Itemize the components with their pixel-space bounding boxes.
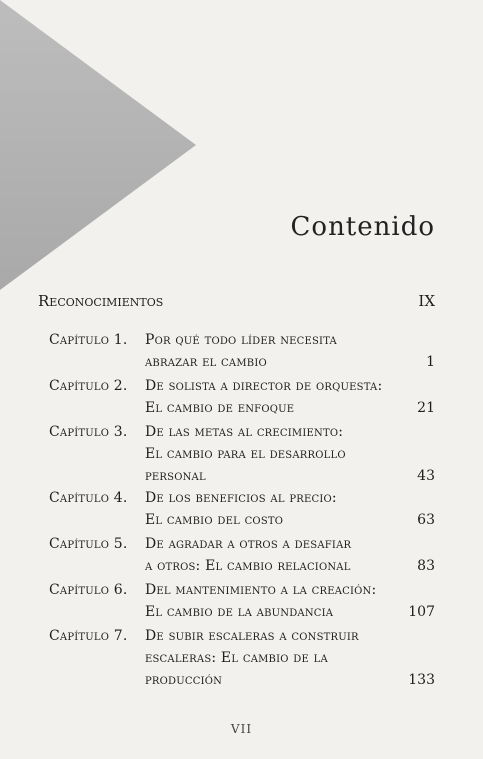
chapter-page: 133 (408, 672, 435, 688)
chapter-label: Capítulo 1. (49, 332, 128, 348)
chapter-title-line: Del mantenimiento a la creación: (145, 582, 377, 598)
chapter-page: 1 (426, 354, 435, 370)
chapter-title-line: escaleras: El cambio de la (145, 650, 328, 666)
chapter-page: 83 (417, 558, 435, 574)
chapter-label: Capítulo 7. (49, 628, 128, 644)
chapter-page: 63 (417, 512, 435, 528)
chapter-label: Capítulo 5. (49, 536, 128, 552)
chapter-title-line: De subir escaleras a construir (145, 628, 359, 644)
chapter-label: Capítulo 3. (49, 424, 128, 440)
page-title: Contenido (290, 212, 435, 242)
footer-page-number: VII (230, 722, 253, 736)
chapter-title-line: a otros: El cambio relacional (145, 558, 351, 574)
toc-entry-acknowledgements (38, 292, 435, 310)
chapter-label: Capítulo 4. (49, 490, 128, 506)
chapter-label: Capítulo 6. (49, 582, 128, 598)
acknowledgements-page: IX (418, 292, 435, 310)
chapter-title-line: producción (145, 672, 223, 688)
decorative-triangle (0, 0, 196, 290)
chapter-title-line: abrazar el cambio (145, 354, 267, 370)
chapter-label: Capítulo 2. (49, 378, 128, 394)
chapter-page: 107 (408, 604, 435, 620)
chapter-title-line: El cambio de enfoque (145, 400, 295, 416)
chapter-title-line: El cambio de la abundancia (145, 604, 334, 620)
chapter-title-line: De agradar a otros a desafiar (145, 536, 352, 552)
chapter-title-line: De solista a director de orquesta: (145, 378, 383, 394)
chapter-title-line: personal (145, 468, 206, 484)
chapter-page: 21 (417, 400, 435, 416)
chapter-title-line: El cambio del costo (145, 512, 284, 528)
chapter-page: 43 (417, 468, 435, 484)
chapter-title-line: De las metas al crecimiento: (145, 424, 344, 440)
chapter-title-line: De los beneficios al precio: (145, 490, 337, 506)
acknowledgements-label: Reconocimientos (38, 292, 164, 310)
chapter-title-line: El cambio para el desarrollo (145, 446, 346, 462)
chapter-title-line: Por qué todo líder necesita (145, 332, 337, 348)
